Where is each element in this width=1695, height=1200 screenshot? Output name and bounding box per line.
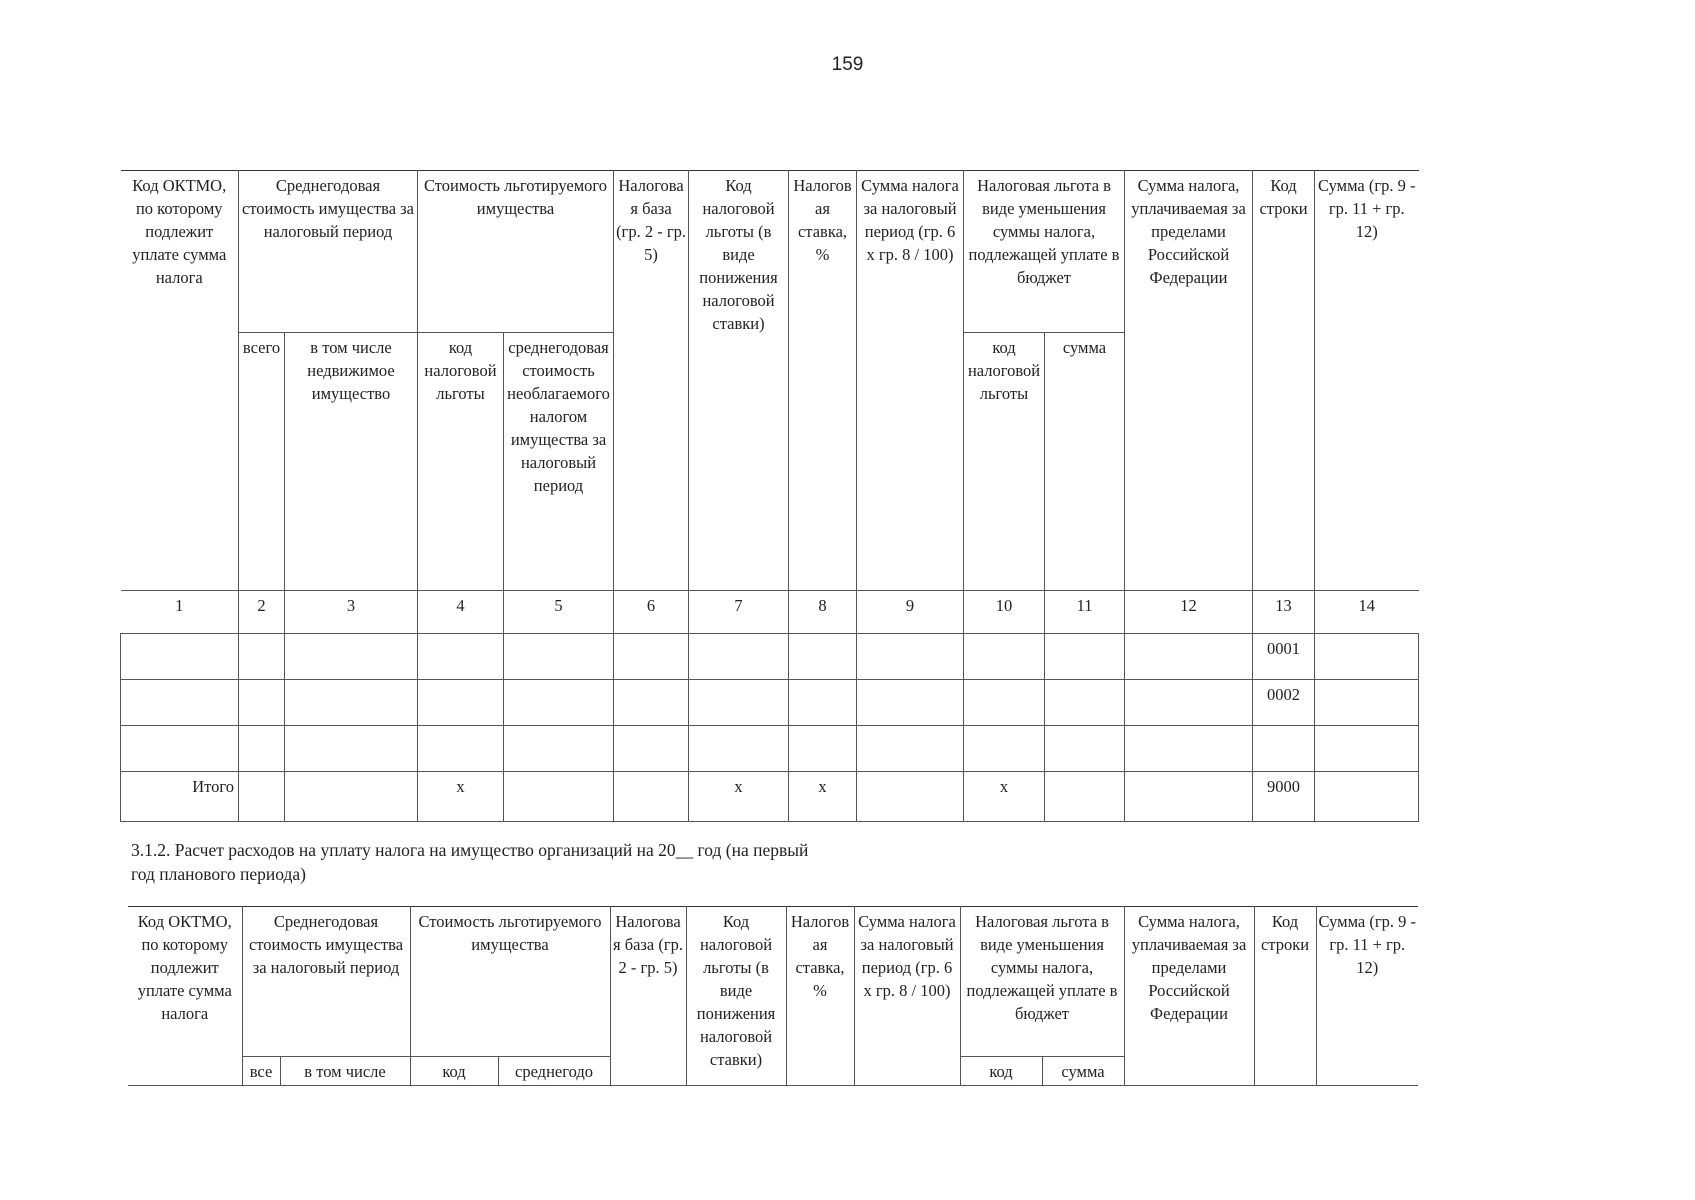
cell[interactable] [239,634,285,680]
header-exempt-property-value: Стоимость льготируемого имущества [418,171,614,333]
cell[interactable] [964,634,1045,680]
header-tax-reduction: Налоговая льгота в виде уменьшения суммы налога, подлежащей уплате в бюджет [964,171,1125,333]
section-heading: 3.1.2. Расчет расходов на уплату налога на имущество организаций на 20__ год (на первый год планового периода) [131,840,809,884]
cell[interactable] [689,634,789,680]
cell[interactable] [1315,726,1419,772]
cell[interactable] [857,634,964,680]
cell[interactable] [1125,680,1253,726]
header-untaxed-value: среднегодо [498,1057,610,1086]
cell[interactable] [121,726,239,772]
column-number: 6 [614,591,689,634]
cell[interactable] [789,726,857,772]
header-reduction-sum: сумма [1045,333,1125,591]
column-number: 10 [964,591,1045,634]
cell[interactable] [857,680,964,726]
column-number: 9 [857,591,964,634]
cell[interactable] [239,680,285,726]
table-row [121,680,1419,726]
total-label: Итого [121,772,239,822]
header-exemption-code: код [410,1057,498,1086]
header-reduction-code: код [960,1057,1042,1086]
cell[interactable] [285,634,418,680]
tax-calculation-table-1 [120,170,1419,822]
cell[interactable] [614,772,689,822]
cell[interactable] [1315,680,1419,726]
cell[interactable] [1125,634,1253,680]
header-foreign-tax: Сумма налога, уплачиваемая за пределами Российской Федерации [1124,907,1254,1086]
cell[interactable] [285,772,418,822]
cell[interactable] [121,634,239,680]
total-x-mark: x [689,772,789,822]
header-real-estate: в том числе недвижимое имущество [285,333,418,591]
cell[interactable] [614,634,689,680]
header-line-code: Код строки [1254,907,1316,1086]
cell[interactable] [1315,634,1419,680]
cell[interactable] [1125,726,1253,772]
header-real-estate: в том числе [280,1057,410,1086]
header-reduction-sum: сумма [1042,1057,1124,1086]
header-tax-base: Налоговая база (гр. 2 - гр. 5) [610,907,686,1086]
cell[interactable] [418,726,504,772]
column-number: 2 [239,591,285,634]
cell[interactable] [239,726,285,772]
total-row [121,772,1419,822]
total-line-code: 9000 [1253,772,1315,822]
cell[interactable] [789,634,857,680]
line-code-cell [1253,726,1315,772]
cell[interactable] [1045,634,1125,680]
column-number: 7 [689,591,789,634]
header-tax-base: Налоговая база (гр. 2 - гр. 5) [614,171,689,591]
cell[interactable] [504,680,614,726]
column-number: 13 [1253,591,1315,634]
cell[interactable] [1045,772,1125,822]
header-untaxed-value: среднегодовая стоимость необлагаемого налогом имущества за налоговый период [504,333,614,591]
column-number: 8 [789,591,857,634]
cell[interactable] [285,726,418,772]
header-sum: Сумма (гр. 9 - гр. 11 + гр. 12) [1315,171,1419,591]
column-number: 11 [1045,591,1125,634]
cell[interactable] [689,680,789,726]
cell[interactable] [504,726,614,772]
cell[interactable] [504,772,614,822]
column-number: 4 [418,591,504,634]
column-number: 5 [504,591,614,634]
cell[interactable] [504,634,614,680]
cell[interactable] [689,726,789,772]
column-number: 12 [1125,591,1253,634]
header-tax-amount: Сумма налога за налоговый период (гр. 6 x гр. 8 / 100) [857,171,964,591]
cell[interactable] [239,772,285,822]
table-row [121,726,1419,772]
line-code-cell: 0001 [1253,634,1315,680]
column-number: 3 [285,591,418,634]
cell[interactable] [1045,726,1125,772]
column-number: 1 [121,591,239,634]
header-tax-reduction: Налоговая льгота в виде уменьшения суммы налога, подлежащей уплате в бюджет [960,907,1124,1057]
cell[interactable] [1125,772,1253,822]
column-number: 14 [1315,591,1419,634]
total-x-mark: x [418,772,504,822]
header-total: всего [239,333,285,591]
cell[interactable] [964,680,1045,726]
line-code-cell: 0002 [1253,680,1315,726]
header-total: все [242,1057,280,1086]
header-oktmo-code: Код ОКТМО, по которому подлежит уплате сумма налога [128,907,242,1086]
cell[interactable] [857,772,964,822]
header-average-annual-value: Среднегодовая стоимость имущества за налоговый период [242,907,410,1057]
cell[interactable] [1315,772,1419,822]
header-tax-rate: Налоговая ставка, % [789,171,857,591]
header-tax-exemption-code: Код налоговой льготы (в виде понижения налоговой ставки) [689,171,789,591]
header-exemption-code: код налоговой льготы [418,333,504,591]
header-exempt-property-value: Стоимость льготируемого имущества [410,907,610,1057]
cell[interactable] [285,680,418,726]
cell[interactable] [1045,680,1125,726]
header-foreign-tax: Сумма налога, уплачиваемая за пределами Российской Федерации [1125,171,1253,591]
cell[interactable] [789,680,857,726]
cell[interactable] [418,680,504,726]
header-average-annual-value: Среднегодовая стоимость имущества за налоговый период [239,171,418,333]
tax-calculation-table-2 [128,906,1418,1086]
cell[interactable] [121,680,239,726]
column-numbers-row [121,591,1419,634]
total-x-mark: x [789,772,857,822]
cell[interactable] [964,726,1045,772]
cell[interactable] [857,726,964,772]
page-number: 159 [831,54,864,75]
total-x-mark: x [964,772,1045,822]
header-tax-amount: Сумма налога за налоговый период (гр. 6 x гр. 8 / 100) [854,907,960,1086]
table-row [121,634,1419,680]
header-oktmo-code: Код ОКТМО, по которому подлежит уплате сумма налога [121,171,239,591]
header-tax-rate: Налоговая ставка, % [786,907,854,1086]
header-reduction-code: код налоговой льготы [964,333,1045,591]
header-line-code: Код строки [1253,171,1315,591]
cell[interactable] [418,634,504,680]
cell[interactable] [614,680,689,726]
cell[interactable] [614,726,689,772]
header-sum: Сумма (гр. 9 - гр. 11 + гр. 12) [1316,907,1418,1086]
header-tax-exemption-code: Код налоговой льготы (в виде понижения налоговой ставки) [686,907,786,1086]
